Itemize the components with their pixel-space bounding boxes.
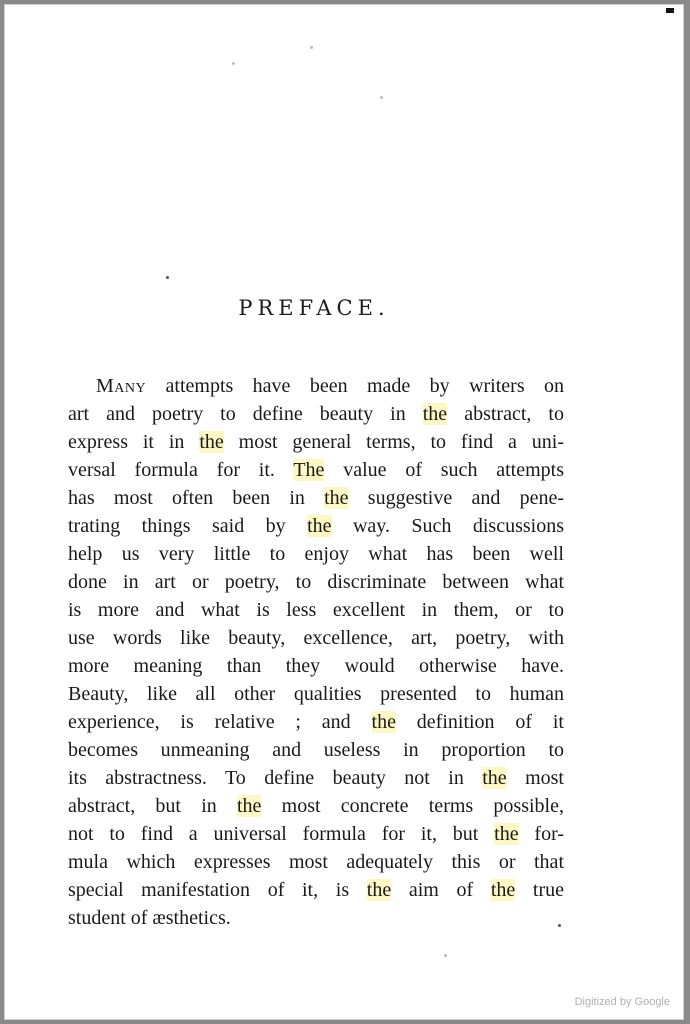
paper-speck: [232, 62, 235, 65]
text-segment: its abstractness. To define beauty not in: [68, 767, 483, 789]
search-highlight: the: [237, 795, 262, 817]
text-segment: has most often been in: [68, 487, 325, 509]
text-line: [68, 400, 564, 428]
search-highlight: the: [422, 403, 448, 425]
paper-speck: [166, 276, 169, 279]
text-line: [68, 568, 564, 596]
text-segment: for-: [518, 823, 564, 845]
text-line: [68, 736, 564, 764]
text-segment: experience, is relative ; and: [68, 711, 372, 733]
text-segment: abstract, but in: [68, 795, 237, 817]
text-line: [68, 820, 564, 848]
text-segment: help us very little to enjoy what has been well: [68, 543, 564, 565]
text-line: [68, 484, 564, 512]
text-segment: more meaning than they would otherwise have.: [68, 655, 564, 677]
text-segment: most: [506, 767, 564, 789]
text-segment: way. Such discussions: [331, 515, 564, 537]
document-page: [4, 4, 684, 1020]
drop-word: Many: [96, 375, 147, 397]
text-line: [68, 792, 564, 820]
text-segment: art and poetry to define beauty in: [68, 403, 423, 425]
text-segment: is more and what is less excellent in them, or to: [68, 599, 564, 621]
text-segment: definition of it: [395, 711, 564, 733]
text-segment: Beauty, like all other qualities presented to human: [68, 683, 564, 705]
page-title: PREFACE.: [238, 296, 390, 320]
text-line: [68, 512, 564, 540]
text-segment: trating things said by: [68, 515, 308, 537]
text-segment: express it in: [68, 431, 200, 453]
text-line: [68, 456, 564, 484]
text-segment: not to find a universal formula for it, but: [68, 823, 495, 845]
text-segment: aim of: [391, 879, 491, 901]
text-line: [68, 680, 564, 708]
text-line: [68, 540, 564, 568]
paper-speck: [444, 954, 447, 957]
text-line: [68, 652, 564, 680]
search-highlight: The: [293, 459, 325, 481]
text-line: [68, 708, 564, 736]
text-line: [68, 596, 564, 624]
search-highlight: the: [366, 879, 392, 901]
text-segment: true: [515, 879, 564, 901]
text-segment: use words like beauty, excellence, art, poetry, with: [68, 627, 564, 649]
text-segment: versal formula for it.: [68, 459, 294, 481]
search-highlight: the: [494, 823, 519, 845]
digitized-watermark: Digitized by Google: [574, 996, 670, 1008]
search-highlight: the: [490, 879, 516, 901]
text-line: [68, 764, 564, 792]
text-segment: suggestive and pene-: [348, 487, 564, 509]
preface-body: [68, 372, 564, 932]
text-line: [68, 876, 564, 904]
text-segment: mula which expresses most adequately this or that: [68, 851, 564, 873]
text-segment: student of æsthetics.: [68, 907, 231, 929]
text-line: [68, 428, 564, 456]
text-line: [68, 624, 564, 652]
text-segment: most general terms, to find a uni-: [223, 431, 564, 453]
text-segment: becomes unmeaning and useless in proportion to: [68, 739, 564, 761]
text-line: [68, 372, 564, 400]
text-segment: most concrete terms possible,: [261, 795, 564, 817]
search-highlight: the: [199, 431, 224, 453]
text-segment: done in art or poetry, to discriminate between what: [68, 571, 564, 593]
text-segment: attempts have been made by writers on: [146, 375, 564, 397]
text-segment: special manifestation of it, is: [68, 879, 367, 901]
search-highlight: the: [324, 487, 349, 509]
search-highlight: the: [371, 711, 396, 733]
page-marker: [666, 8, 674, 13]
paper-speck: [310, 46, 313, 49]
text-segment: value of such attempts: [324, 459, 564, 481]
search-highlight: the: [307, 515, 332, 537]
text-line: [68, 848, 564, 876]
search-highlight: the: [482, 767, 507, 789]
paper-speck: [380, 96, 383, 99]
text-segment: abstract, to: [447, 403, 564, 425]
text-line: [68, 904, 564, 932]
